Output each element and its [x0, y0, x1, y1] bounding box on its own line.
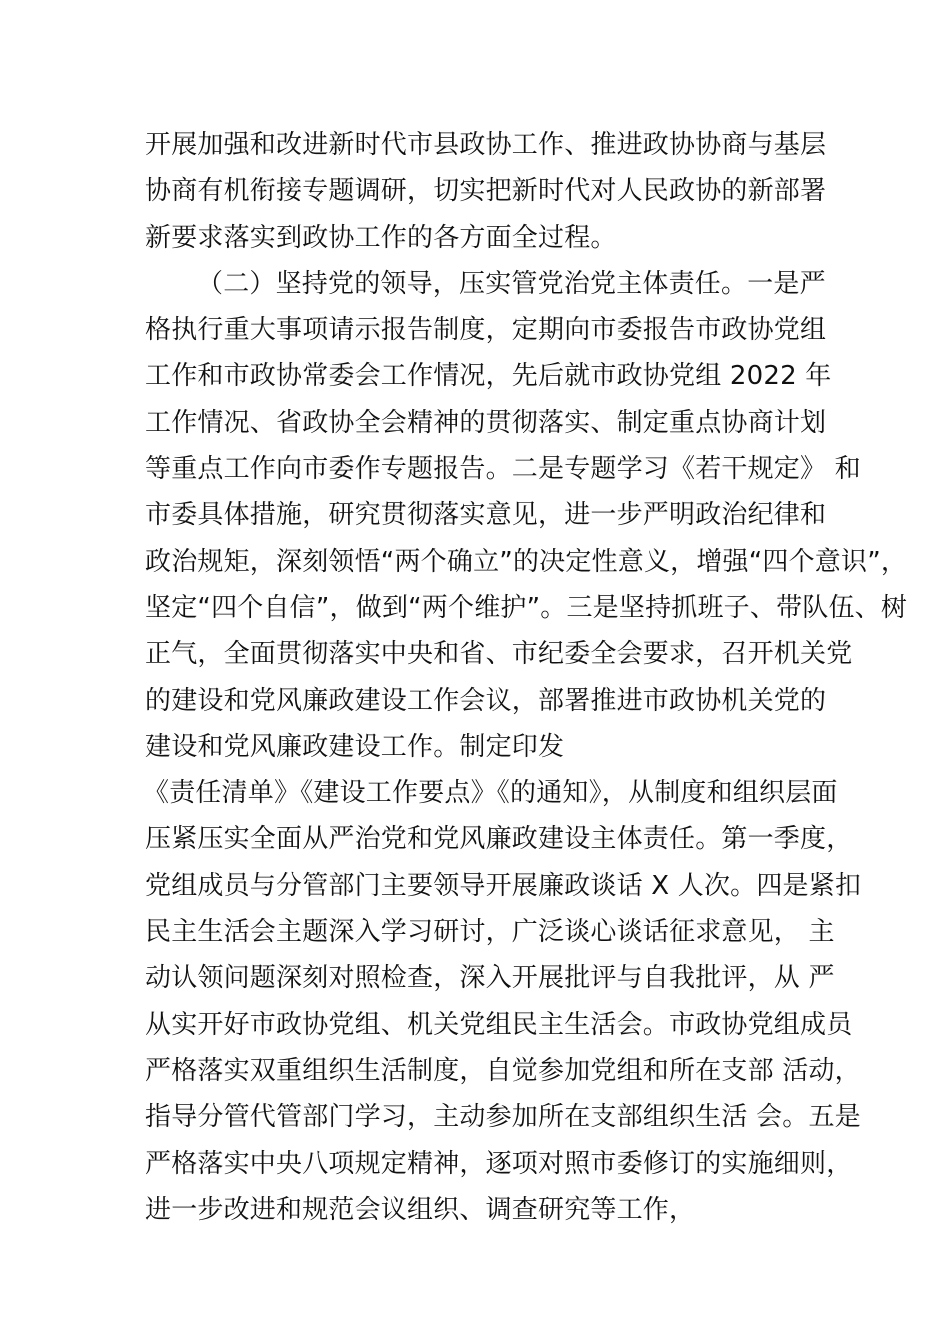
- text-line: 政治规矩，深刻领悟“两个确立”的决定性意义，增强“四个意识”，: [145, 546, 908, 577]
- text-line: 动认领问题深刻对照检查，深入开展批评与自我批评，从 严: [145, 963, 835, 994]
- text-line: 正气，全面贯彻落实中央和省、市纪委全会要求，召开机关党: [145, 639, 853, 670]
- text-line: 坚定“四个自信”，做到“两个维护”。三是坚持抓班子、带队伍、树: [145, 592, 908, 623]
- text-line: 工作情况、省政协全会精神的贯彻落实、制定重点协商计划: [145, 407, 827, 438]
- body-text: [143, 122, 908, 1233]
- text-line: 《责任清单》《建设工作要点》《的通知》，从制度和组织层面: [143, 778, 838, 809]
- text-line: 严格落实中央八项规定精神，逐项对照市委修订的实施细则，: [145, 1148, 853, 1179]
- text-line: 严格落实双重组织生活制度，自觉参加党组和所在支部 活动，: [145, 1055, 861, 1086]
- text-line: 民主生活会主题深入学习研讨，广泛谈心谈话征求意见， 主: [145, 917, 835, 948]
- text-line: 的建设和党风廉政建设工作会议，部署推进市政协机关党的: [145, 685, 827, 716]
- text-line: 压紧压实全面从严治党和党风廉政建设主体责任。第一季度，: [145, 824, 853, 855]
- text-line: 等重点工作向市委作专题报告。二是专题学习《若干规定》 和: [145, 454, 861, 485]
- text-line: 工作和市政协常委会工作情况，先后就市政协党组 2022 年: [145, 361, 832, 392]
- text-line: 协商有机衔接专题调研，切实把新时代对人民政协的新部署: [145, 176, 827, 207]
- text-line: 党组成员与分管部门主要领导开展廉政谈话 X 人次。四是紧扣: [145, 870, 862, 901]
- text-line: 格执行重大事项请示报告制度，定期向市委报告市政协党组: [145, 315, 827, 346]
- text-line: 建设和党风廉政建设工作。制定印发: [145, 731, 565, 762]
- text-line: 指导分管代管部门学习，主动参加所在支部组织生活 会。五是: [145, 1102, 861, 1133]
- text-line: 市委具体措施，研究贯彻落实意见，进一步严明政治纪律和: [145, 500, 827, 531]
- text-line: 开展加强和改进新时代市县政协工作、推进政协协商与基层: [145, 130, 827, 160]
- section-heading-line: （二）坚持党的领导，压实管党治党主体责任。一是严: [197, 268, 826, 299]
- text-line: 新要求落实到政协工作的各方面全过程。: [145, 222, 617, 253]
- text-line: 从实开好市政协党组、机关党组民主生活会。市政协党组成员: [145, 1009, 853, 1040]
- text-line: 进一步改进和规范会议组织、调查研究等工作，: [145, 1194, 696, 1225]
